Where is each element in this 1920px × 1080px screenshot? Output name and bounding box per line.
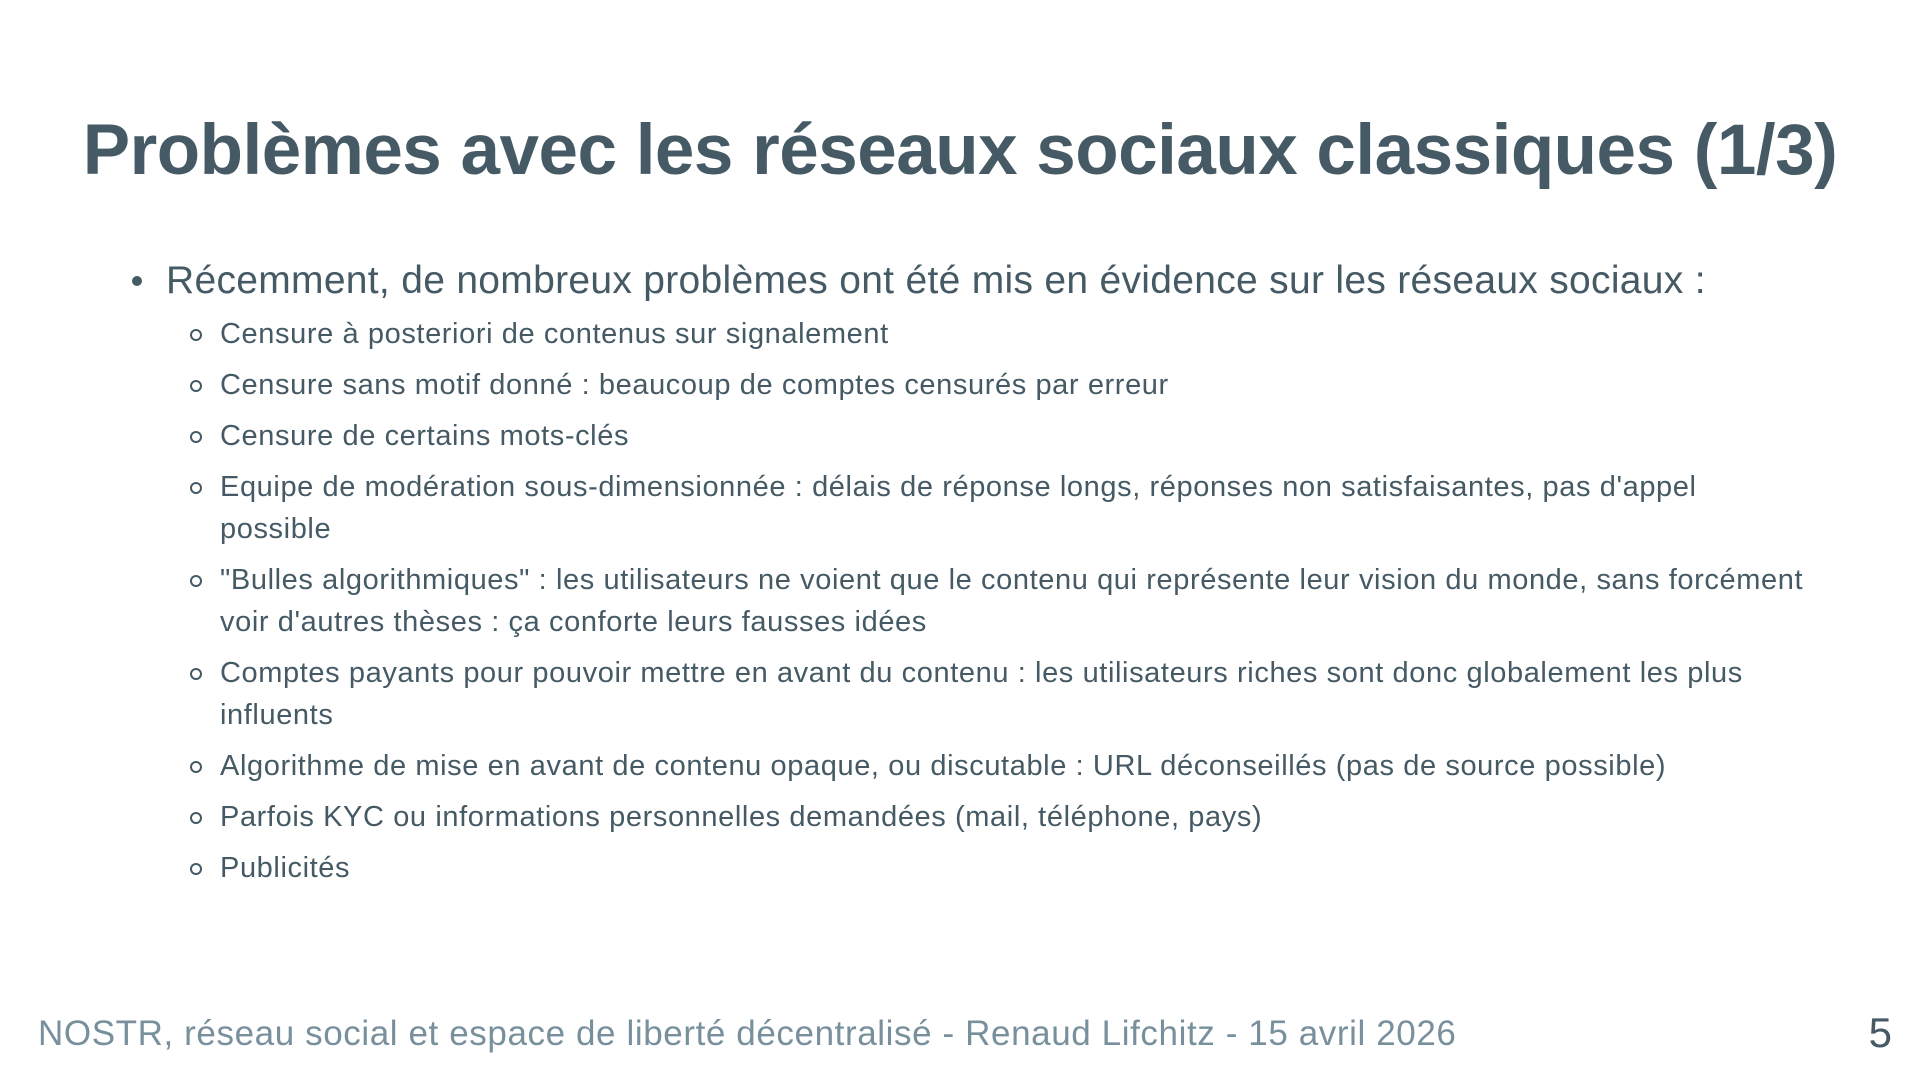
- sub-bullet-text: Publicités: [220, 852, 351, 884]
- bullet-circle-icon: [190, 863, 202, 875]
- main-bullet-item: [130, 255, 1830, 889]
- sub-bullet-item: [190, 796, 1810, 838]
- sub-bullet-item: [190, 745, 1810, 787]
- bullet-circle-icon: [190, 668, 202, 680]
- slide-footer: NOSTR, réseau social et espace de liberté décentralisé - Renaud Lifchitz - 15 avril 2026: [38, 1014, 1457, 1053]
- bullet-circle-icon: [190, 575, 202, 587]
- sub-bullet-item: [190, 559, 1810, 643]
- bullet-circle-icon: [190, 482, 202, 494]
- sub-bullet-text: Parfois KYC ou informations personnelles demandées (mail, téléphone, pays): [220, 801, 1263, 833]
- sub-bullet-text: Equipe de modération sous-dimensionnée : délais de réponse longs, réponses non satisfaisantes, pas d'appel possible: [220, 471, 1697, 545]
- bullet-circle-icon: [190, 329, 202, 341]
- sub-bullet-item: [190, 652, 1810, 736]
- sub-bullet-text: Algorithme de mise en avant de contenu opaque, ou discutable : URL déconseillés (pas de source possible): [220, 750, 1667, 782]
- slide-title: Problèmes avec les réseaux sociaux classiques (1/3): [82, 111, 1838, 190]
- sub-bullet-text: Censure sans motif donné : beaucoup de comptes censurés par erreur: [220, 369, 1169, 401]
- bullet-circle-icon: [190, 431, 202, 443]
- bullet-circle-icon: [190, 380, 202, 392]
- sub-bullet-list: [166, 313, 1830, 889]
- bullet-list: [130, 255, 1830, 889]
- sub-bullet-item: [190, 466, 1810, 550]
- sub-bullet-item: [190, 847, 1810, 889]
- page-number: 5: [1868, 1009, 1892, 1056]
- sub-bullet-text: Comptes payants pour pouvoir mettre en avant du contenu : les utilisateurs riches sont donc globalement les plus influents: [220, 657, 1743, 731]
- bullet-circle-icon: [190, 812, 202, 824]
- bullet-circle-icon: [190, 761, 202, 773]
- main-bullet-text: Récemment, de nombreux problèmes ont été mis en évidence sur les réseaux sociaux :: [166, 259, 1706, 302]
- sub-bullet-item: [190, 415, 1810, 457]
- sub-bullet-text: Censure de certains mots-clés: [220, 420, 630, 452]
- sub-bullet-item: [190, 313, 1810, 355]
- sub-bullet-text: Censure à posteriori de contenus sur signalement: [220, 318, 889, 350]
- bullet-dot-icon: [132, 276, 142, 286]
- sub-bullet-text: "Bulles algorithmiques" : les utilisateurs ne voient que le contenu qui représente leur vision du monde, sans forcément voir d'autres thèses : ça conforte leurs fausses idées: [220, 564, 1804, 638]
- slide-content: [130, 255, 1830, 898]
- sub-bullet-item: [190, 364, 1810, 406]
